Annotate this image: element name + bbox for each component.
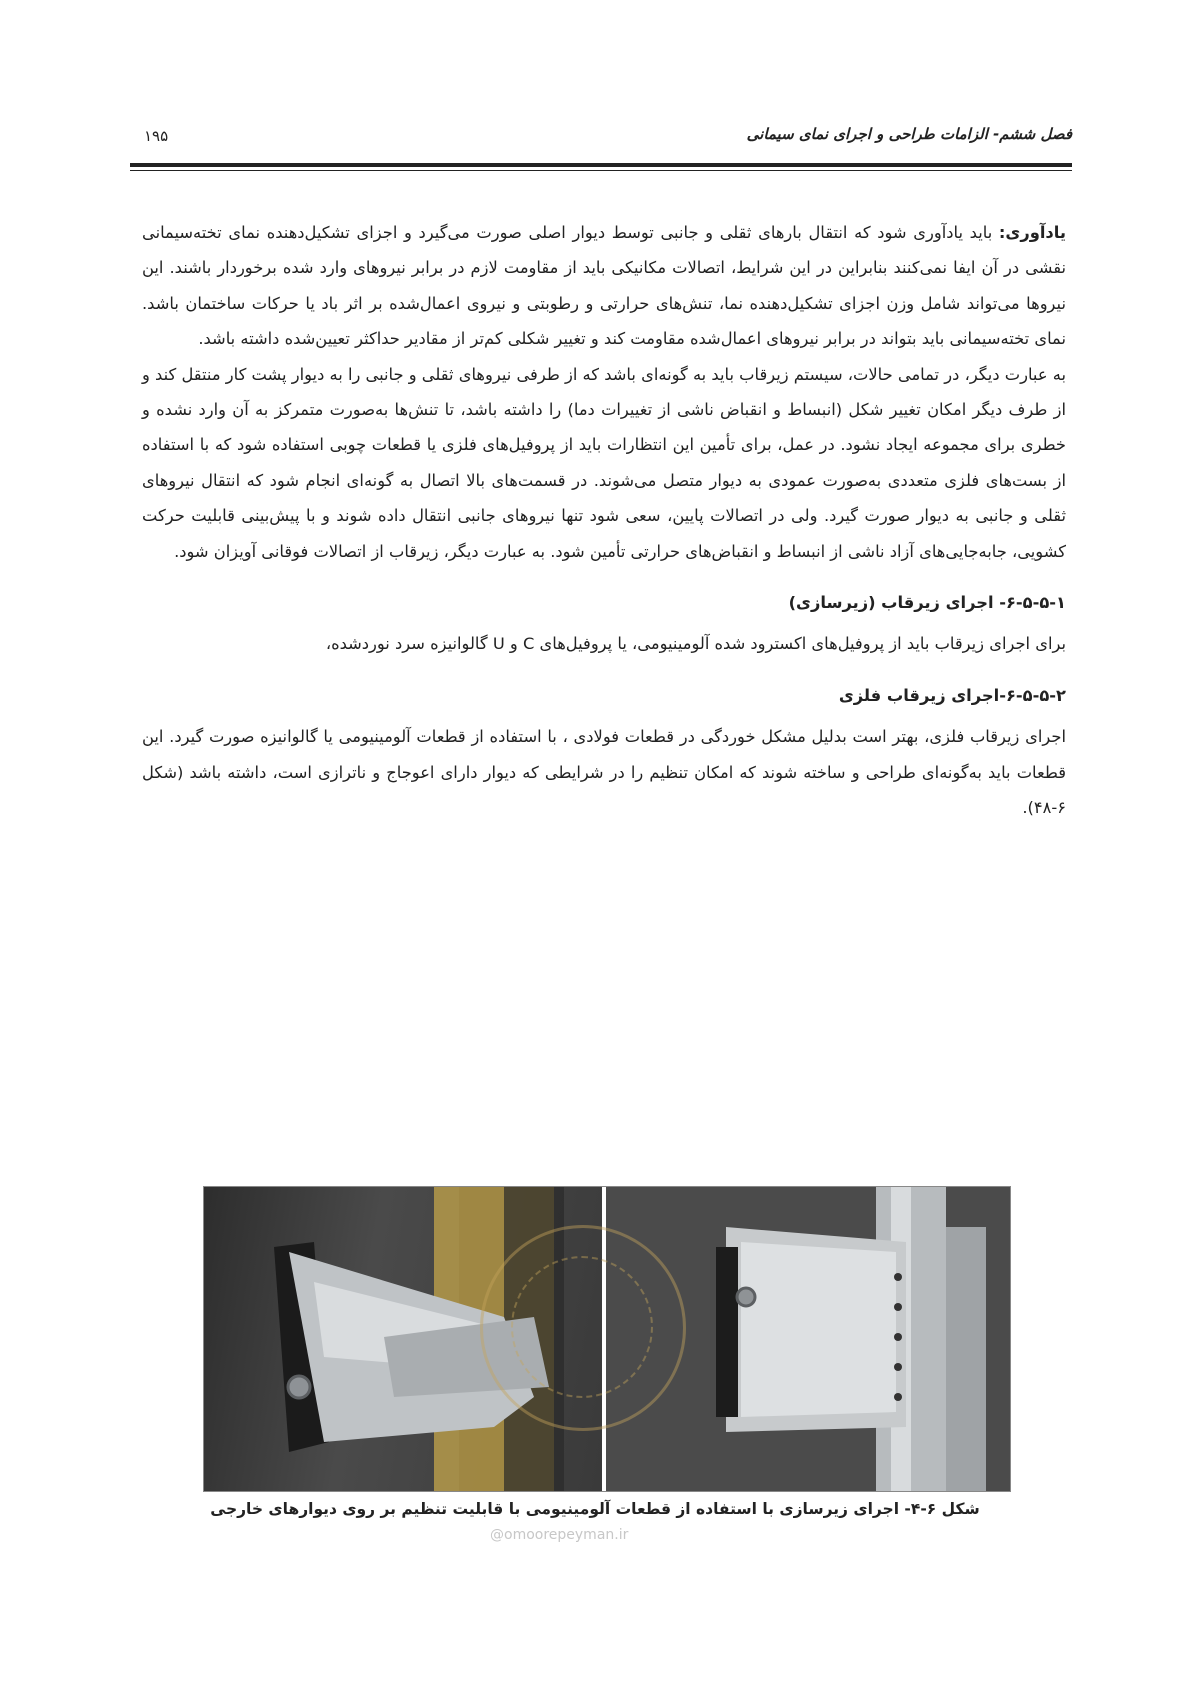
reminder-text: باید یادآوری شود که انتقال بارهای ثقلی و جانبی توسط دیوار اصلی صورت می‌گیرد و اجزای تشکیل‌دهنده نمای تخته‌سیمانی نقشی در آن ایفا نمی‌کنند بنابراین در این شرایط، اتصالات مکانیکی باید از مقاومت لازم در برابر نیروهای وارد شده برخوردار باشند. این نیروها می‌تواند شامل وزن اجزای تشکیل‌دهنده نما، تنش‌های حرارتی و رطوبتی و نیروی اعمال‌شده بر اثر باد یا حرکات ساختمان باشد. نمای تخته‌سیمانی باید بتواند در برابر نیروهای اعمال‌شده مقاومت کند و تغییر شکلی کم‌تر از مقادیر حداکثر تعیین‌شده داشته باشد.	[142, 223, 1066, 349]
page-header	[130, 125, 1072, 155]
header-rule-thin	[130, 170, 1072, 171]
header-rule-thick	[130, 163, 1072, 167]
body-text	[142, 215, 1066, 826]
watermark-seal-logo	[480, 1225, 686, 1431]
page-number: ۱۹۵	[144, 127, 169, 145]
section-body-2: اجرای زیرقاب فلزی، بهتر است بدلیل مشکل خوردگی در قطعات فولادی ، با استفاده از قطعات آلومینیومی یا گالوانیزه صورت گیرد. این قطعات باید به‌گونه‌ای طراحی و ساخته شوند که امکان تنظیم را در شرایطی که دیوار دارای اعوجاج و ناترازی است، داشته باشد (شکل ۶-۴۸).	[142, 727, 1066, 818]
reminder-label: یادآوری:	[998, 223, 1066, 242]
chapter-title: فصل ششم- الزامات طراحی و اجرای نمای سیمانی	[746, 125, 1072, 143]
watermark-url: @omoorepeyman.ir	[490, 1527, 629, 1543]
section-body-1: برای اجرای زیرقاب باید از پروفیل‌های اکسترود شده آلومینیومی، یا پروفیل‌های C و U گالوانیزه سرد نوردشده،	[325, 634, 1066, 654]
section-heading-1: ۶-۵-۵-۱- اجرای زیرقاب (زیرسازی)	[788, 593, 1066, 613]
paragraph-reminder	[142, 215, 1066, 357]
figure-caption: شکل ۶-۴- اجرای زیرسازی با استفاده از قطعات آلومینیومی با قابلیت تنظیم بر روی دیوارهای خارجی	[210, 1500, 980, 1518]
section-heading-2: ۶-۵-۵-۲-اجرای زیرقاب فلزی	[838, 685, 1066, 705]
paragraph-subframe: به عبارت دیگر، در تمامی حالات، سیستم زیرقاب باید به گونه‌ای باشد که از طرفی نیروهای ثقلی و جانبی را به دیوار پشت کار منتقل کند و از طرف دیگر امکان تغییر شکل (انبساط و انقباض ناشی از تغییرات دما) را داشته باشد، تا تنش‌ها به‌صورت متمرکز به آن وارد نشده و خطری برای مجموعه ایجاد نشود. در عمل، برای تأمین این انتظارات باید از پروفیل‌های فلزی یا قطعات چوبی استفاده شود که با استفاده از بست‌های فلزی متعددی به‌صورت عمودی به دیوار متصل می‌شوند. در قسمت‌های بالا اتصال به گونه‌ای انجام شود که انتقال نیروهای ثقلی و جانبی به دیوار صورت گیرد. ولی در اتصالات پایین، سعی شود تنها نیروهای جانبی انتقال داده شوند و با پیش‌بینی قابلیت حرکت کشویی، جابه‌جایی‌های آزاد ناشی از انبساط و انقباض‌های حرارتی تأمین شود. به عبارت دیگر، زیرقاب از اتصالات فوقانی آویزان شود.	[142, 364, 1066, 561]
